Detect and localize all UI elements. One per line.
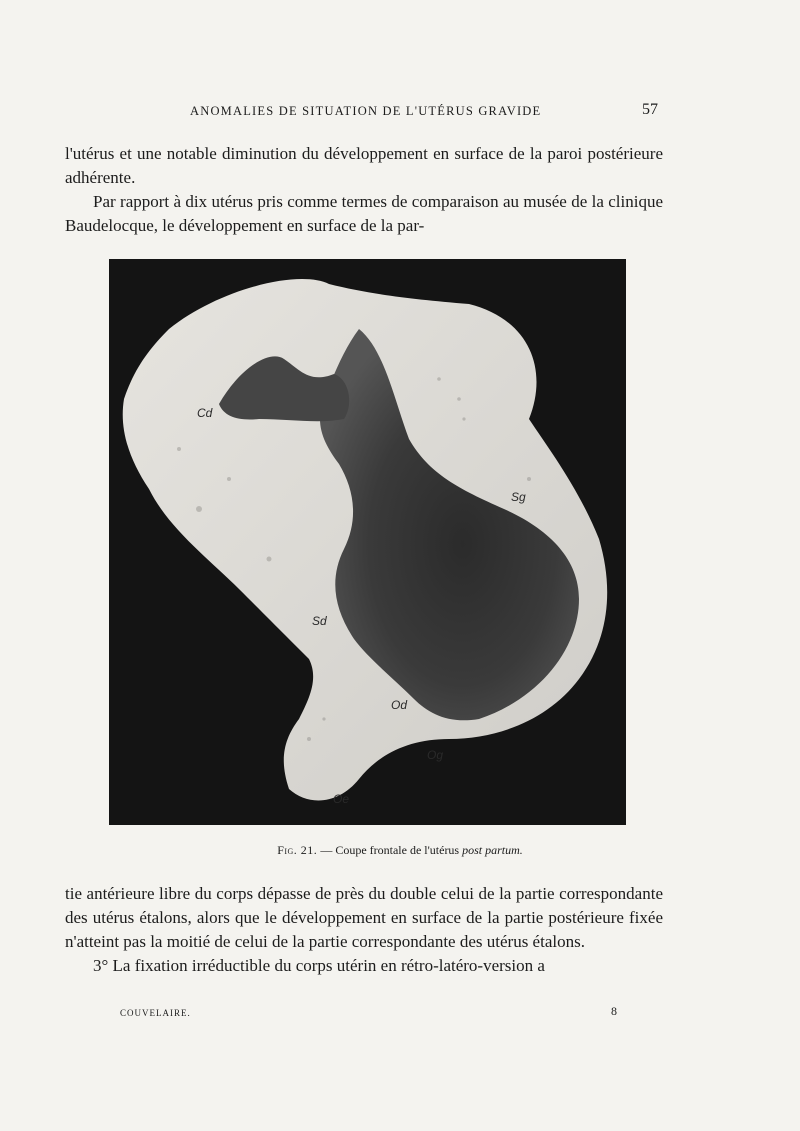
caption-figure-number: Fig. 21. [277, 843, 318, 857]
label-oe: Oe [333, 792, 350, 806]
signature-mark: 8 [611, 1004, 617, 1018]
figure-caption [0, 843, 800, 858]
label-sg: Sg [511, 490, 526, 504]
paragraph-point-3: 3° La fixation irréductible du corps utérin en rétro-latéro-version a [93, 956, 545, 975]
uterus-section-photograph [109, 259, 626, 825]
running-title: ANOMALIES DE SITUATION DE L'UTÉRUS GRAVIDE [190, 104, 542, 118]
figure-illustration [109, 259, 626, 825]
text-block-top [65, 142, 663, 238]
label-sd: Sd [312, 614, 327, 628]
paragraph-comparison: Par rapport à dix utérus pris comme termes de comparaison au musée de la clinique Baudelocque, le développement en surface de la par- [65, 192, 663, 235]
caption-dash: — [320, 843, 333, 857]
caption-italic: post partum. [462, 843, 523, 857]
caption-text: Coupe frontale de l'utérus [335, 843, 460, 857]
text-block-bottom [65, 882, 663, 978]
footer-author: COUVELAIRE. [120, 1008, 191, 1018]
label-og: Og [427, 748, 444, 762]
paragraph-continuation: l'utérus et une notable diminution du développement en surface de la paroi postérieure adhérente. [65, 144, 663, 187]
label-cd: Cd [197, 406, 213, 420]
label-od: Od [391, 698, 408, 712]
page-number: 57 [642, 101, 658, 118]
paragraph-comparison-continued: tie antérieure libre du corps dépasse de près du double celui de la partie correspondante des utérus étalons, alors que le développement en surface de la partie postérieure fixée n'atteint pas la moitié de celui de la partie correspondante des utérus étalons. [65, 884, 663, 951]
